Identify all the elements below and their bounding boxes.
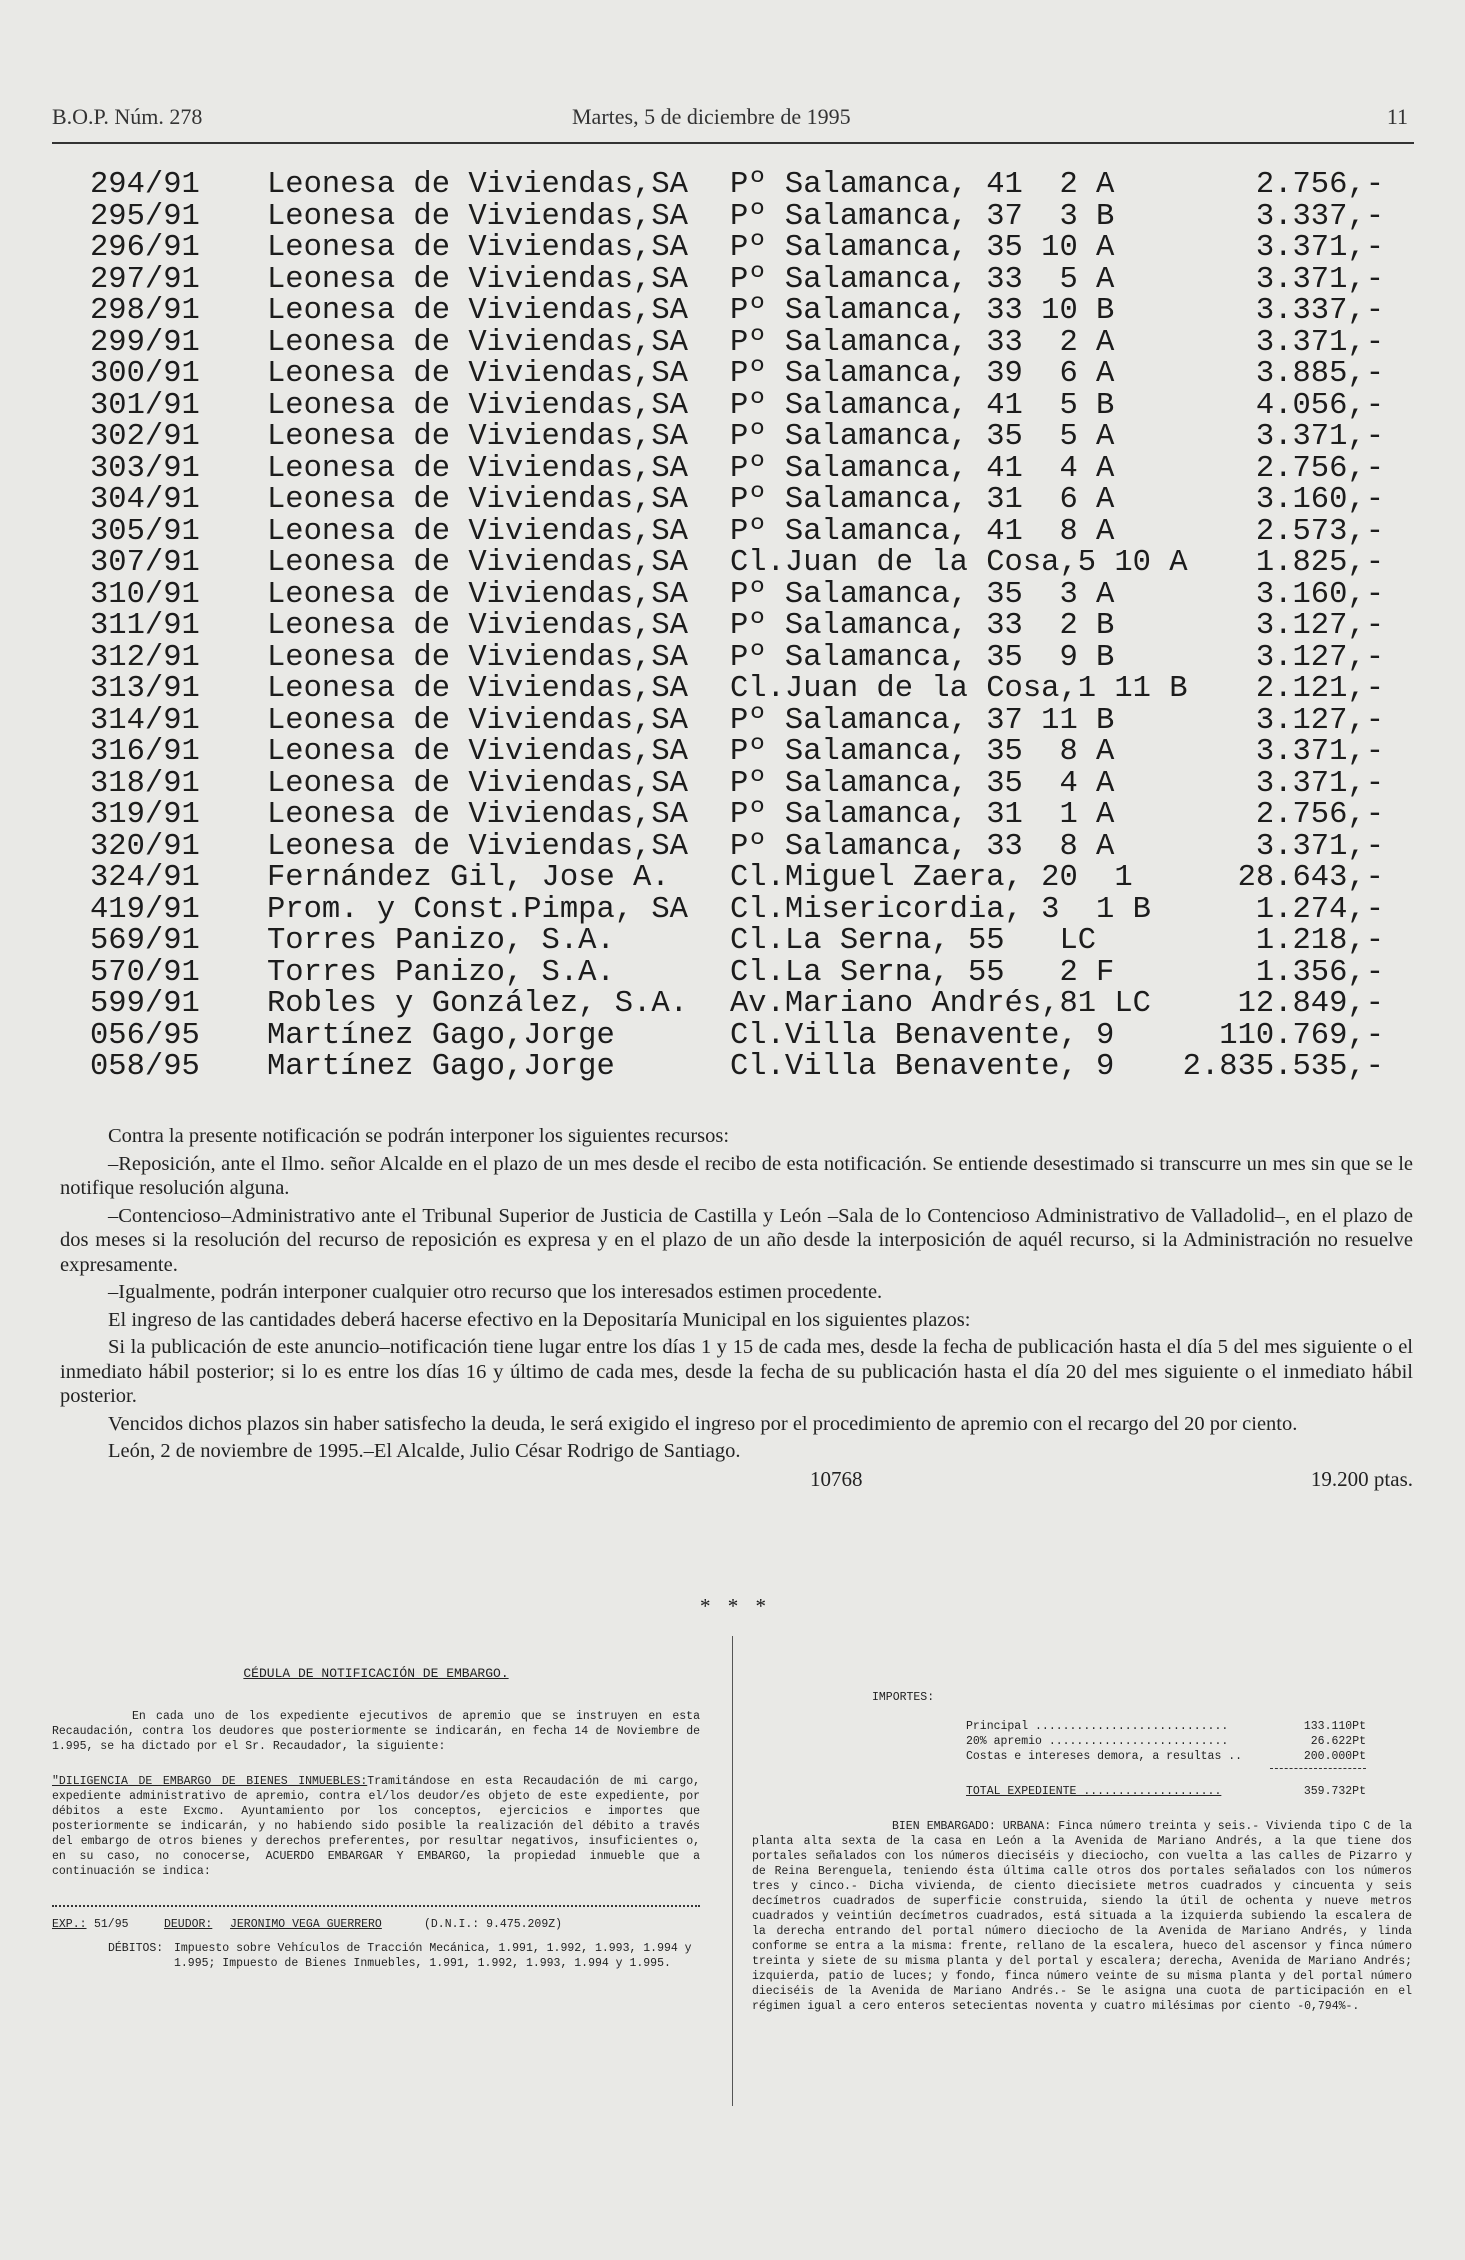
importe-label: Costas e intereses demora, a resultas ..	[966, 1750, 1243, 1763]
owner-cell: Leonesa de Viviendas,SA	[267, 514, 688, 549]
page-header	[52, 96, 1414, 144]
cedula-column	[52, 1666, 700, 1971]
address-cell: Pº Salamanca, 31 6 A	[730, 483, 1115, 517]
address-cell: Pº Salamanca, 31 1 A	[730, 798, 1115, 832]
owner-cell: Leonesa de Viviendas,SA	[267, 609, 688, 643]
amount-cell: 3.371,-	[1255, 735, 1384, 769]
expediente-cell: 310/91	[90, 577, 200, 612]
address-cell: Pº Salamanca, 35 4 A	[730, 766, 1115, 801]
amount-cell: 2.573,-	[1255, 514, 1384, 549]
owner-cell: Fernández Gil, Jose A.	[267, 861, 670, 895]
notice-footer	[60, 1467, 1413, 1497]
owner-cell: Leonesa de Viviendas,SA	[267, 168, 688, 202]
address-cell: Cl.La Serna, 55 LC	[730, 924, 1097, 958]
owner-cell: Leonesa de Viviendas,SA	[267, 577, 688, 612]
expediente-cell: 299/91	[90, 325, 200, 360]
sum-rule	[752, 1764, 1412, 1772]
expediente-cell: 301/91	[90, 388, 200, 423]
address-cell: Pº Salamanca, 35 8 A	[730, 735, 1115, 769]
address-cell: Pº Salamanca, 35 5 A	[730, 420, 1115, 454]
diligencia-paragraph	[52, 1774, 700, 1879]
debitos-block	[52, 1941, 700, 1971]
amount-cell: 3.371,-	[1255, 420, 1384, 454]
owner-cell: Leonesa de Viviendas,SA	[267, 703, 688, 738]
address-cell: Pº Salamanca, 37 11 B	[730, 703, 1115, 738]
importe-row	[752, 1719, 1412, 1734]
importe-value: 200.000Pt	[1303, 1750, 1366, 1763]
deudor-value: JERONIMO VEGA GUERRERO	[230, 1918, 382, 1931]
amount-cell: 4.056,-	[1255, 388, 1384, 423]
expediente-cell: 297/91	[90, 262, 200, 297]
owner-cell: Martínez Gago,Jorge	[267, 1050, 615, 1084]
expediente-cell: 312/91	[90, 640, 200, 675]
address-cell: Pº Salamanca, 33 8 A	[730, 829, 1115, 864]
expediente-cell: 313/91	[90, 672, 200, 706]
address-cell: Pº Salamanca, 41 5 B	[730, 388, 1115, 423]
cedula-title: CÉDULA DE NOTIFICACIÓN DE EMBARGO.	[243, 1666, 509, 1681]
prose-paragraph: Vencidos dichos plazos sin haber satisfecho la deuda, le será exigido el ingreso por el procedimiento de apremio con el recargo del 20 por ciento.	[108, 1412, 1298, 1435]
owner-cell: Leonesa de Viviendas,SA	[267, 451, 688, 486]
signature-line: León, 2 de noviembre de 1995.–El Alcalde, Julio César Rodrigo de Santiago.	[108, 1440, 741, 1462]
expediente-cell: 302/91	[90, 420, 200, 454]
prose-paragraph: –Contencioso–Administrativo ante el Tribunal Superior de Justicia de Castilla y León –Sala de lo Contencioso Administrativo de Valladolid–, en el plazo de dos meses si la resolución del recurso de reposición es expresa y en el plazo de un año desde la interposición de aquél recurso, si la Administración no resuelve expresamente.	[60, 1204, 1413, 1276]
amount-cell: 2.121,-	[1255, 672, 1384, 706]
amount-cell: 3.371,-	[1255, 262, 1384, 297]
amount-cell: 3.371,-	[1255, 829, 1384, 864]
expediente-cell: 319/91	[90, 798, 200, 832]
total-label: TOTAL EXPEDIENTE ....................	[966, 1785, 1222, 1798]
owner-cell: Leonesa de Viviendas,SA	[267, 546, 688, 580]
owner-cell: Leonesa de Viviendas,SA	[267, 672, 688, 706]
amount-cell: 2.756,-	[1255, 798, 1384, 832]
amount-cell: 3.160,-	[1255, 483, 1384, 517]
owner-cell: Leonesa de Viviendas,SA	[267, 798, 688, 832]
amount-cell: 1.274,-	[1255, 892, 1384, 927]
amount-cell: 3.127,-	[1255, 609, 1384, 643]
owner-cell: Torres Panizo, S.A.	[267, 955, 615, 990]
address-cell: Pº Salamanca, 41 4 A	[730, 451, 1115, 486]
diligencia-body: Tramitándose en esta Recaudación de mi cargo, expediente administrativo de apremio, contra el/los deudor/es objeto de este expediente, por débitos a este Excmo. Ayuntamiento por los conceptos, ejercicios e importes que posteriormente se indicarán, y no habiendo sido posible la realización del débito a través del embargo de otros bienes y derechos preferentes, por resultar negativos, insuficientes o, en su caso, no conocerse, ACUERDO EMBARGAR Y EMBARGO, la propiedad inmueble que a continuación se indica:	[52, 1775, 700, 1878]
bien-embargado: BIEN EMBARGADO: URBANA: Finca número treinta y seis.- Vivienda tipo C de la planta alta sexta de la casa en León a la Avenida de Mariano Andrés, a la que tiene dos portales señalados con los números dieciséis y dieciocho, con vuelta a las calles de Pizarro y de Reina Berenguela, teniendo ésta última calle otros dos portales señalados con los números tres y cinco.- Dicha vivienda, de ciento diecisiete metros cuadrados y cincuenta y seis decímetros cuadrados de superficie construida, siendo la útil de ochenta y nueve metros cuadrados y veintiún decímetros cuadrados, está situada a la izquierda subiendo la escalera de la derecha entrando del portal número dieciocho de la Avenida de Mariano Andrés, y linda conforme se entra a la misma: frente, rellano de la escalera, hueco del ascensor y finca número treinta y siete de su misma planta y del portal y escalera; derecha, Avenida de Mariano Andrés; izquierda, patio de luces; y fondo, finca número veinte de su misma planta y del portal número dieciséis de la Avenida de Mariano Andrés.- Se le asigna una cuota de participación en el régimen igual a cero enteros setecientas noventa y cuatro milésimas por ciento -0,794%-.	[752, 1820, 1412, 2013]
owner-cell: Leonesa de Viviendas,SA	[267, 231, 688, 265]
address-cell: Pº Salamanca, 35 3 A	[730, 577, 1115, 612]
issue-date: Martes, 5 de diciembre de 1995	[572, 104, 851, 129]
importe-total-row	[752, 1784, 1412, 1799]
owner-cell: Leonesa de Viviendas,SA	[267, 262, 688, 297]
address-cell: Pº Salamanca, 41 2 A	[730, 168, 1115, 202]
expediente-cell: 324/91	[90, 861, 200, 895]
expediente-cell: 303/91	[90, 451, 200, 486]
address-cell: Av.Mariano Andrés,81 LC	[730, 987, 1151, 1021]
address-cell: Pº Salamanca, 33 2 B	[730, 609, 1115, 643]
expediente-cell: 311/91	[90, 609, 200, 643]
amount-cell: 3.127,-	[1255, 703, 1384, 738]
importes-column	[752, 1690, 1412, 2026]
expediente-cell: 318/91	[90, 766, 200, 801]
page-number: 11	[1386, 104, 1408, 129]
owner-cell: Robles y González, S.A.	[267, 987, 688, 1021]
dotted-rule	[52, 1905, 700, 1907]
owner-cell: Torres Panizo, S.A.	[267, 924, 615, 958]
exp-label: EXP.:	[52, 1918, 87, 1931]
address-cell: Cl.Juan de la Cosa,5 10 A	[730, 546, 1188, 580]
owner-cell: Leonesa de Viviendas,SA	[267, 420, 688, 454]
owner-cell: Leonesa de Viviendas,SA	[267, 357, 688, 391]
bulletin-number: B.O.P. Núm. 278	[52, 104, 203, 129]
amount-cell: 1.356,-	[1255, 955, 1384, 990]
expediente-cell: 307/91	[90, 546, 200, 580]
amount-cell: 1.218,-	[1255, 924, 1384, 958]
section-separator: * * *	[700, 1594, 772, 1618]
expediente-cell: 599/91	[90, 987, 200, 1021]
expediente-cell: 316/91	[90, 735, 200, 769]
amount-cell: 3.160,-	[1255, 577, 1384, 612]
address-cell: Pº Salamanca, 39 6 A	[730, 357, 1115, 391]
prose-paragraph: Contra la presente notificación se podrán interponer los siguientes recursos:	[108, 1125, 730, 1147]
owner-cell: Leonesa de Viviendas,SA	[267, 388, 688, 423]
amount-cell: 2.756,-	[1255, 168, 1384, 202]
debitos-value: Impuesto sobre Vehículos de Tracción Mecánica, 1.991, 1.992, 1.993, 1.994 y 1.995; Impuesto de Bienes Inmuebles, 1.991, 1.992, 1.993, 1.994 y 1.995.	[174, 1942, 692, 1970]
importe-row	[752, 1749, 1412, 1764]
amount-cell: 3.371,-	[1255, 231, 1384, 265]
address-cell: Pº Salamanca, 33 10 B	[730, 294, 1115, 328]
owner-cell: Leonesa de Viviendas,SA	[267, 294, 688, 328]
address-cell: Cl.Juan de la Cosa,1 11 B	[730, 672, 1188, 706]
prose-paragraph: –Reposición, ante el Ilmo. señor Alcalde en el plazo de un mes desde el recibo de esta notificación. Se entiende desestimado si transcurre un mes sin que se le notifique resolución alguna.	[60, 1152, 1413, 1199]
notice-price: 19.200 ptas.	[1310, 1466, 1413, 1491]
owner-cell: Martínez Gago,Jorge	[267, 1018, 615, 1053]
debitos-label: DÉBITOS:	[108, 1942, 164, 1955]
address-cell: Pº Salamanca, 33 2 A	[730, 325, 1115, 360]
owner-cell: Leonesa de Viviendas,SA	[267, 735, 688, 769]
importe-value: 133.110Pt	[1303, 1720, 1366, 1733]
address-cell: Cl.La Serna, 55 2 F	[730, 955, 1115, 990]
expediente-cell: 305/91	[90, 514, 200, 549]
amount-cell: 3.127,-	[1255, 640, 1384, 675]
expediente-cell: 300/91	[90, 357, 200, 391]
address-cell: Cl.Miguel Zaera, 20 1	[730, 861, 1133, 895]
owner-cell: Leonesa de Viviendas,SA	[267, 199, 688, 234]
owner-cell: Leonesa de Viviendas,SA	[267, 325, 688, 360]
deudor-label: DEUDOR:	[164, 1918, 213, 1931]
expediente-cell: 298/91	[90, 294, 200, 328]
address-cell: Pº Salamanca, 35 9 B	[730, 640, 1115, 675]
owner-cell: Prom. y Const.Pimpa, SA	[267, 892, 688, 927]
prose-paragraph: Si la publicación de este anuncio–notificación tiene lugar entre los días 1 y 15 de cada mes, desde la fecha de publicación hasta el día 5 del mes siguiente o el inmediato hábil posterior; si lo es entre los días 16 y último de cada mes, desde la fecha de su publicación hasta el día 20 del mes siguiente o el inmediato hábil posterior.	[60, 1336, 1413, 1407]
amount-cell: 1.825,-	[1255, 546, 1384, 580]
importe-label: 20% apremio ..........................	[966, 1735, 1229, 1748]
diligencia-heading: "DILIGENCIA DE EMBARGO DE BIENES INMUEBLES:	[52, 1775, 368, 1788]
amount-cell: 3.885,-	[1255, 357, 1384, 391]
dni-value: (D.N.I.: 9.475.209Z)	[424, 1918, 563, 1931]
exp-value: 51/95	[94, 1918, 129, 1931]
address-cell: Cl.Villa Benavente, 9	[730, 1018, 1115, 1053]
owner-cell: Leonesa de Viviendas,SA	[267, 483, 688, 517]
notice-text	[60, 1124, 1413, 1497]
amount-cell: 2.835.535,-	[1182, 1050, 1384, 1084]
expediente-cell: 058/95	[90, 1050, 200, 1084]
expediente-cell: 296/91	[90, 231, 200, 265]
expediente-cell: 314/91	[90, 703, 200, 738]
amount-cell: 3.337,-	[1255, 199, 1384, 234]
amount-cell: 3.371,-	[1255, 325, 1384, 360]
expediente-cell: 320/91	[90, 829, 200, 864]
column-divider	[732, 1636, 733, 2106]
address-cell: Pº Salamanca, 33 5 A	[730, 262, 1115, 297]
prose-paragraph: El ingreso de las cantidades deberá hacerse efectivo en la Depositaría Municipal en los siguientes plazos:	[108, 1308, 971, 1331]
amount-cell: 2.756,-	[1255, 451, 1384, 486]
amount-cell: 3.337,-	[1255, 294, 1384, 328]
expediente-cell: 569/91	[90, 924, 200, 958]
expediente-cell: 295/91	[90, 199, 200, 234]
address-cell: Pº Salamanca, 35 10 A	[730, 231, 1115, 265]
amount-cell: 3.371,-	[1255, 766, 1384, 801]
importe-value: 26.622Pt	[1310, 1735, 1366, 1748]
notice-reference: 10768	[810, 1466, 863, 1491]
address-cell: Pº Salamanca, 37 3 B	[730, 199, 1115, 234]
address-cell: Pº Salamanca, 41 8 A	[730, 514, 1115, 549]
owner-cell: Leonesa de Viviendas,SA	[267, 766, 688, 801]
amount-cell: 12.849,-	[1237, 987, 1384, 1021]
importe-row	[752, 1734, 1412, 1749]
address-cell: Cl.Villa Benavente, 9	[730, 1050, 1115, 1084]
owner-cell: Leonesa de Viviendas,SA	[267, 640, 688, 675]
amount-cell: 28.643,-	[1237, 861, 1384, 895]
expediente-cell: 570/91	[90, 955, 200, 990]
expediente-cell: 056/95	[90, 1018, 200, 1053]
expediente-cell: 294/91	[90, 168, 200, 202]
owner-cell: Leonesa de Viviendas,SA	[267, 829, 688, 864]
prose-paragraph: –Igualmente, podrán interponer cualquier otro recurso que los interesados estimen procedente.	[108, 1281, 883, 1303]
cedula-intro: En cada uno de los expediente ejecutivos de apremio que se instruyen en esta Recaudación, contra los deudores que posteriormente se indicarán, en fecha 14 de Noviembre de 1.995, se ha dictado por el Sr. Recaudador, la siguiente:	[52, 1710, 700, 1753]
expediente-line	[52, 1917, 700, 1935]
total-value: 359.732Pt	[1303, 1785, 1366, 1798]
expediente-cell: 419/91	[90, 892, 200, 927]
address-cell: Cl.Misericordia, 3 1 B	[730, 892, 1151, 927]
amount-cell: 110.769,-	[1219, 1018, 1384, 1053]
expediente-cell: 304/91	[90, 483, 200, 517]
importes-title: IMPORTES:	[872, 1691, 935, 1704]
importe-label: Principal ............................	[966, 1720, 1229, 1733]
